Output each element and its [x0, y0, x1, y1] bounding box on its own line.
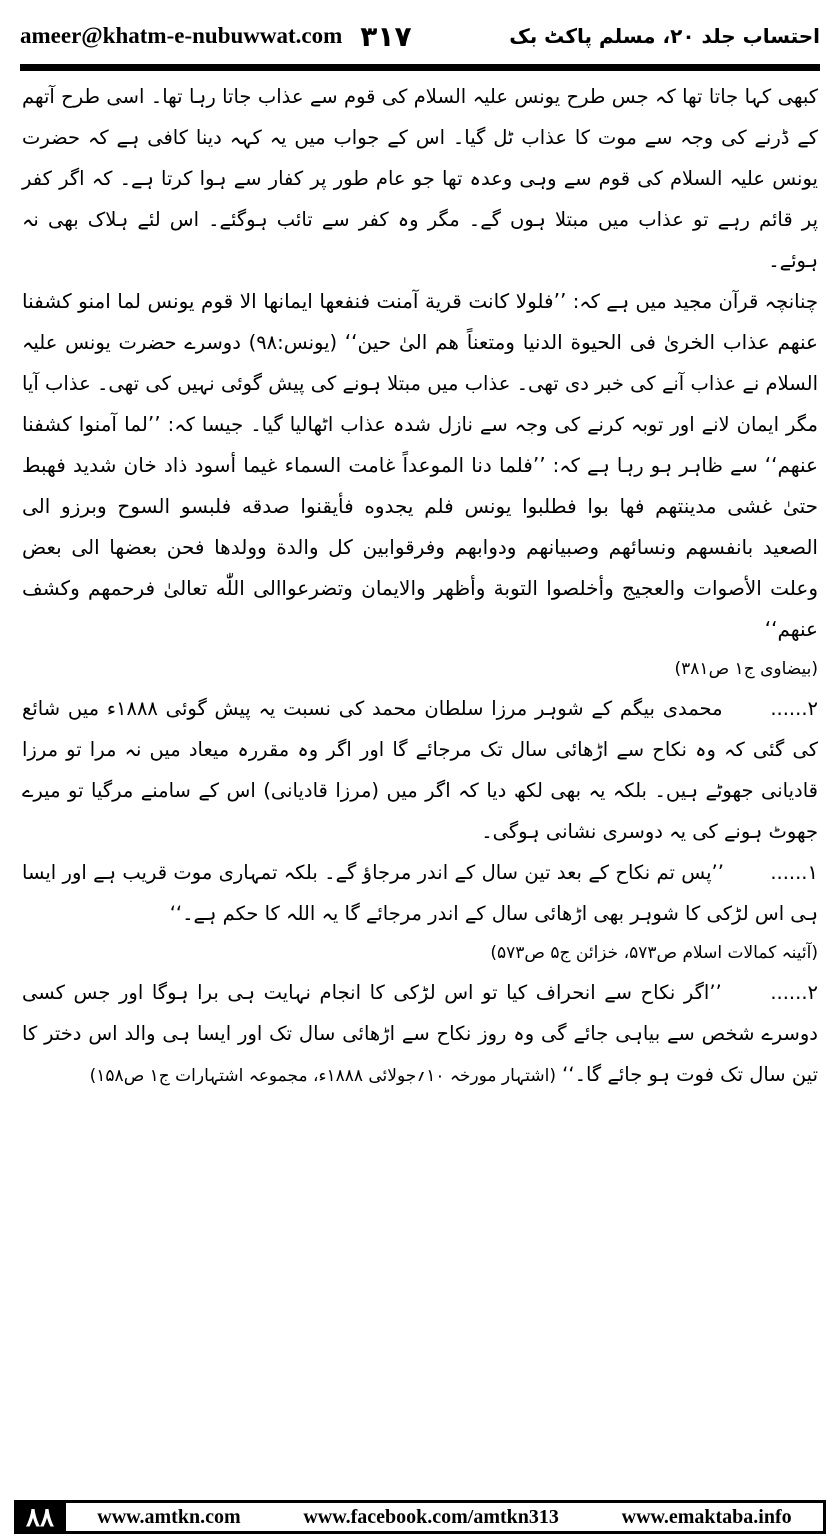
ayah-fragment: ’’لما آمنوا کشفنا عنهم‘‘	[22, 412, 818, 477]
paragraph-2	[22, 281, 818, 650]
item-2-number: ۲......	[770, 697, 819, 720]
paragraph-2-intro: چنانچہ قرآن مجید میں ہے کہ:	[572, 290, 818, 313]
footer-link-amtkn[interactable]: www.amtkn.com	[97, 1505, 241, 1528]
page-header	[20, 10, 820, 62]
book-title: احتساب جلد ۲۰، مسلم پاکٹ بک	[509, 24, 820, 48]
paragraph-2-rest: دوسرے حضرت یونس علیہ السلام نے عذاب آنے کی خبر دی تھی۔ عذاب میں مبتلا ہونے کی پیش گوئی نہیں کی تھی۔ عذاب آیا مگر ایمان لانے اور توبہ کرنے کی وجہ سے نازل شدہ عذاب اٹھالیا گیا۔ جیسا کہ:	[22, 331, 818, 436]
footer-page-number: ۸۸	[26, 1501, 54, 1532]
arabic-citation: (بیضاوی ج۱ ص۳۸۱)	[674, 659, 818, 679]
header-email[interactable]: ameer@khatm-e-nubuwwat.com	[20, 23, 343, 48]
footer-link-facebook[interactable]: www.facebook.com/amtkn313	[303, 1505, 559, 1528]
paragraph-1: کبھی کہا جاتا تھا کہ جس طرح یونس علیہ السلام کی قوم سے عذاب جاتا رہا تھا۔ اسی طرح آتھم کے ڈرنے کی وجہ سے موت کا عذاب ٹل گیا۔ اس کے جواب میں یہ کہہ دینا کافی ہے کہ حضرت یونس علیہ السلام کی قوم سے وہی وعدہ تھا جو عام طور پر کفار سے ہوا کرتا ہے۔ کہ اگر کفر پر قائم رہے تو عذاب میں مبتلا ہوں گے۔ مگر وہ کفر سے تائب ہوگئے۔ اس لئے ہلاک بھی نہ ہوئے۔	[22, 85, 818, 272]
header-left	[20, 20, 412, 53]
sub-item-1-text: ’’پس تم نکاح کے بعد تین سال کے اندر مرجاؤ گے۔ بلکہ تمہاری موت قریب ہے اور ایسا ہی اس لڑکی کا شوہر بھی اڑھائی سال کے اندر مرجائے گا یہ اللہ کا حکم ہے۔‘‘	[22, 861, 818, 925]
header-rule	[20, 64, 820, 71]
paragraph-2-tail: سے ظاہر ہو رہا ہے کہ:	[552, 454, 758, 477]
sub-item-2-text: ’’اگر نکاح سے انحراف کیا تو اس لڑکی کا انجام نہایت ہی برا ہوگا اور جس کسی دوسرے شخص سے بیاہی جائے گی وہ روز نکاح سے اڑھائی سال تک اور ایسا ہی والد اس دختر کا تین سال تک فوت ہو جائے گا۔‘‘	[22, 981, 818, 1086]
sub-item-2-number: ۲......	[770, 981, 819, 1004]
sub-item-1-number: ۱......	[770, 861, 818, 884]
item-2-text: محمدی بیگم کے شوہر مرزا سلطان محمد کی نسبت یہ پیش گوئی ۱۸۸۸ء میں شائع کی گئی کہ وہ نکاح سے اڑھائی سال تک مرجائے گا اور اگر وہ مقررہ میعاد میں نہ مرا تو مرزا قادیانی جھوٹے ہیں۔ بلکہ یہ بھی لکھ دیا کہ اگر میں (مرزا قادیانی) اس کے سامنے مرگیا تو میرے جھوٹ ہونے کی یہ دوسری نشانی ہوگی۔	[22, 697, 818, 843]
page-footer	[14, 1500, 826, 1534]
sub-item-1-citation: (آئینہ کمالات اسلام ص۵۷۳، خزائن ج۵ ص۵۷۳)	[490, 943, 818, 963]
item-2	[22, 688, 818, 852]
arabic-quote: ’’فلما دنا الموعداً غامت السماء غیما أسود ذاد خان شدید فهبط حتیٰ غشی مدینتهم فها بوا فطلبوا یونس فلم یجدوه فأیقنوا صدقه فلبسو السوح وبرزو الی الصعید بانفسهم ونسائهم وصبیانهم ودوابهم وفرقوابین کل والدة وولدها فحن بعضها الی بعض وعلت الأصوات والعجیج وأخلصوا التوبة وأظهر والایمان وتضرعواالی اللّٰه تعالیٰ فرحمهم وکشف عنهم‘‘	[22, 453, 818, 641]
header-page-number: ۳۱۷	[360, 19, 412, 53]
footer-link-emaktaba[interactable]: www.emaktaba.info	[621, 1505, 792, 1528]
quran-ayah: ’’فلولا کانت قریة آمنت فنفعها ایمانها الا قوم یونس لما امنو کشفنا عنهم عذاب الخریٰ فی الحیوة الدنیا ومتعناً هم الیٰ حین‘‘	[22, 289, 818, 354]
page-content	[22, 76, 818, 1095]
sub-item-2-citation: (اشتہار مورخہ ۱۰؍جولائی ۱۸۸۸ء، مجموعہ اشتہارات ج۱ ص۱۵۸)	[89, 1066, 556, 1086]
sub-item-2	[22, 972, 818, 1095]
quran-reference: (یونس:۹۸)	[248, 331, 338, 354]
sub-item-1	[22, 852, 818, 934]
footer-links	[66, 1503, 823, 1531]
